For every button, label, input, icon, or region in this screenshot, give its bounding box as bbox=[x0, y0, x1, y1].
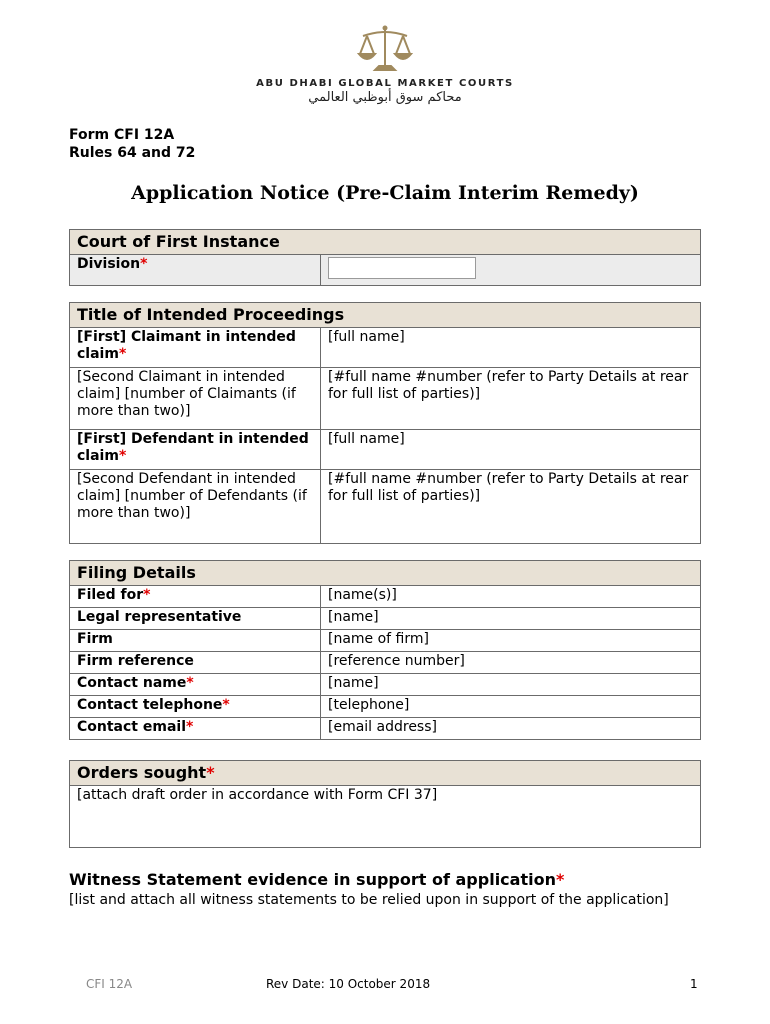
orders-heading: Orders sought* bbox=[70, 761, 701, 786]
contact-email-field[interactable]: [email address] bbox=[321, 718, 701, 740]
first-defendant-label: [First] Defendant in intended claim* bbox=[70, 430, 321, 470]
contact-name-label: Contact name* bbox=[70, 674, 321, 696]
legal-representative-field[interactable]: [name] bbox=[321, 608, 701, 630]
division-cell bbox=[321, 255, 701, 286]
second-defendant-field[interactable]: [#full name #number (refer to Party Details at rear for full list of parties)] bbox=[321, 470, 701, 544]
contact-telephone-label: Contact telephone* bbox=[70, 696, 321, 718]
footer-rev-date: Rev Date: 10 October 2018 bbox=[266, 977, 431, 991]
filed-for-label: Filed for* bbox=[70, 586, 321, 608]
court-heading: Court of First Instance bbox=[70, 230, 701, 255]
first-claimant-label: [First] Claimant in intended claim* bbox=[70, 328, 321, 368]
legal-representative-label: Legal representative bbox=[70, 608, 321, 630]
page-title: Application Notice (Pre-Claim Interim Remedy) bbox=[131, 182, 639, 204]
form-identifier bbox=[69, 126, 195, 162]
filed-for-field[interactable]: [name(s)] bbox=[321, 586, 701, 608]
filing-heading: Filing Details bbox=[70, 561, 701, 586]
orders-field[interactable]: [attach draft order in accordance with Form CFI 37] bbox=[70, 786, 701, 848]
form-number: Form CFI 12A bbox=[69, 127, 175, 143]
footer-form-code: CFI 12A bbox=[86, 977, 133, 991]
second-claimant-field[interactable]: [#full name #number (refer to Party Details at rear for full list of parties)] bbox=[321, 368, 701, 430]
division-input[interactable] bbox=[328, 257, 476, 279]
court-section bbox=[69, 229, 701, 286]
division-label: Division* bbox=[70, 255, 321, 286]
first-claimant-field[interactable]: [full name] bbox=[321, 328, 701, 368]
form-rules: Rules 64 and 72 bbox=[69, 145, 196, 161]
contact-telephone-field[interactable]: [telephone] bbox=[321, 696, 701, 718]
contact-name-field[interactable]: [name] bbox=[321, 674, 701, 696]
proceedings-section bbox=[69, 302, 701, 544]
proceedings-heading: Title of Intended Proceedings bbox=[70, 303, 701, 328]
first-defendant-field[interactable]: [full name] bbox=[321, 430, 701, 470]
org-name-ar: محاكم سوق أبوظبي العالمي bbox=[308, 90, 462, 105]
footer-page-number: 1 bbox=[690, 977, 698, 991]
witness-heading: Witness Statement evidence in support of application* bbox=[69, 870, 565, 889]
org-name-en: ABU DHABI GLOBAL MARKET COURTS bbox=[256, 78, 514, 89]
orders-section bbox=[69, 760, 701, 848]
witness-text[interactable]: [list and attach all witness statements to be relied upon in support of the application] bbox=[69, 892, 669, 908]
contact-email-label: Contact email* bbox=[70, 718, 321, 740]
firm-reference-field[interactable]: [reference number] bbox=[321, 652, 701, 674]
firm-reference-label: Firm reference bbox=[70, 652, 321, 674]
second-claimant-label: [Second Claimant in intended claim] [number of Claimants (if more than two)] bbox=[70, 368, 321, 430]
firm-field[interactable]: [name of firm] bbox=[321, 630, 701, 652]
firm-label: Firm bbox=[70, 630, 321, 652]
scales-of-justice-icon bbox=[357, 24, 413, 74]
court-logo bbox=[0, 24, 770, 105]
second-defendant-label: [Second Defendant in intended claim] [number of Defendants (if more than two)] bbox=[70, 470, 321, 544]
filing-section bbox=[69, 560, 701, 740]
